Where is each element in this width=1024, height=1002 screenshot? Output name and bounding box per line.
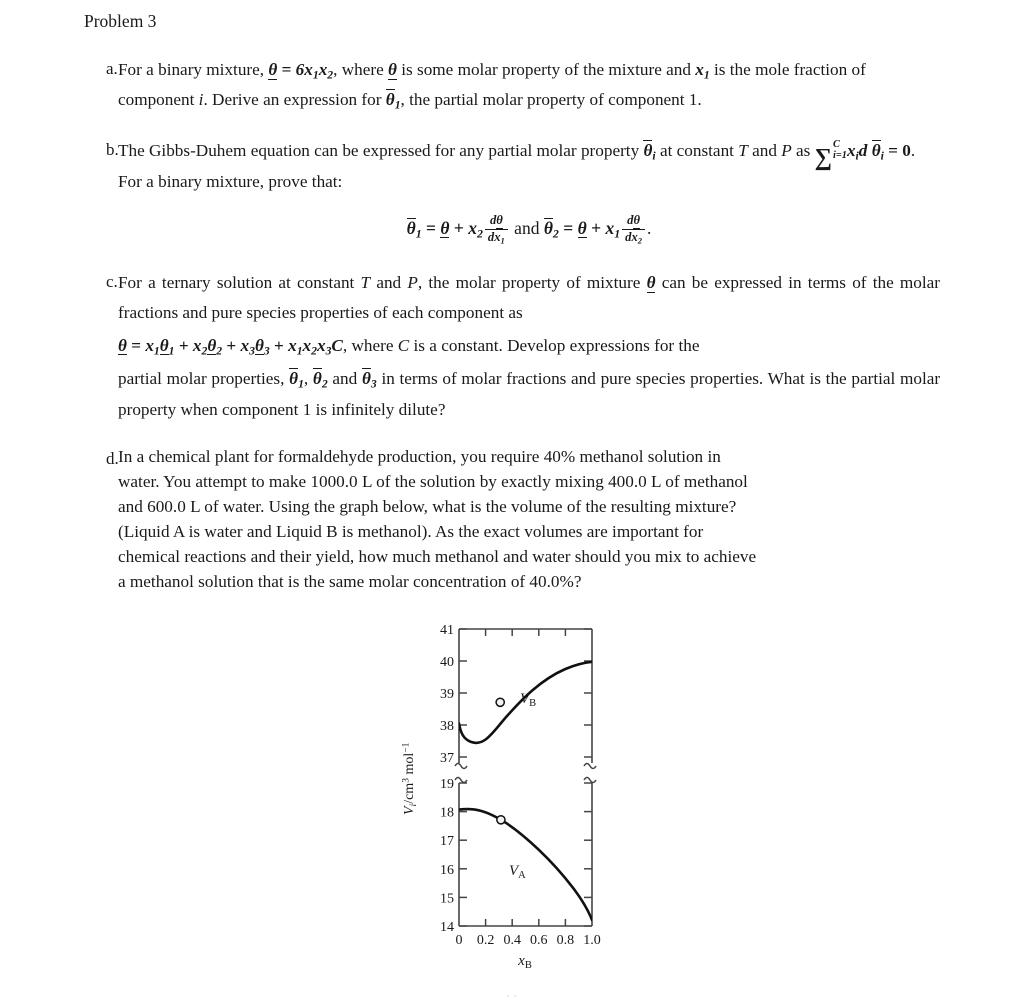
chart-upper-panel [440,623,596,769]
problem-c-text-5: in terms of the molar fractions and pure species properties of each component as [118,273,941,322]
partial-molar-volume-chart [397,615,627,972]
problem-item-d [84,445,940,595]
upper-right-axis-break-icon [584,764,596,769]
xtick-0-2: 0.2 [476,933,495,949]
lower-ytick-17: 17 [440,834,454,850]
c-theta-bar-2-sub: 2 [321,377,328,391]
problem-body-d [118,445,940,595]
eq-frac-num-theta-2: θ [633,213,640,228]
problem-d-line-2: water. You attempt to make 1000.0 L of the solution by exactly mixing 400.0 L of methanol [118,472,748,492]
c-expr-plus-3: + [274,335,284,355]
P-symbol: P [781,140,792,160]
eq-x-glyph-2: x [605,218,615,239]
c-theta-bar-2 [312,368,328,391]
y-axis-label [402,742,420,815]
problem-body-a [118,55,940,116]
svg-text:Vi/cm3 mol−1: $V_i/cm^3$ mol$^{-1}$ [401,742,419,816]
coefficient-six: 6 [295,59,305,79]
x-subscript-1: 1 [703,68,710,82]
equals-sign: = [281,59,292,79]
xtick-0: 0 [455,933,463,949]
subscript-2: 2 [327,68,334,82]
eq-conjunction: and [514,218,540,239]
va-data-point-marker [497,816,505,824]
x-tick-labels [456,933,601,948]
chart-lower-panel [440,777,601,971]
c-constant-C: C [397,335,410,355]
c-expr-xc: x [316,335,326,355]
problem-b-text-3: and [752,140,777,160]
c-expr-x1-sub: 1 [153,343,160,357]
problem-marker-b: b. [106,139,119,159]
upper-ytick-37: 37 [440,751,454,767]
sum-theta-overbar: θ [871,140,881,160]
lower-y-tick-labels [440,777,454,935]
eq-x2-1 [468,218,483,241]
problem-a-text-6: . Derive an expression for [203,90,382,110]
problem-a-paragraph [118,55,940,116]
c-expr-theta2-sub: 2 [216,343,223,357]
problem-c-text-4: can be expressed [661,273,782,293]
theta-bar-subscript-1: 1 [394,98,401,112]
eq-x-glyph-1: x [468,218,477,239]
subscript-1: 1 [312,68,319,82]
eq-plus-1: + [453,218,464,239]
problem-body-c [118,268,940,425]
upper-ytick-39: 39 [440,687,454,703]
problem-b-text-5: . For a binary mixture, prove that: [118,140,916,191]
eq-x1-2 [605,218,621,241]
va-curve [459,809,592,920]
theta-bar-subscript-i: i [652,149,656,163]
problem-c-text-9: , [303,368,309,388]
c-expr-x3: x [240,335,250,355]
problem-d-line-5: chemical reactions and their yield, how much methanol and water should you mix to achieve [118,547,757,567]
eq-frac-den-sub-2: 2 [637,235,643,246]
upper-ytick-40: 40 [440,655,454,671]
c-expr-theta3-sub: 3 [263,343,270,357]
theta-overbar-glyph: θ [385,90,395,110]
c-expr-x2: x [192,335,202,355]
x-one-symbol [695,59,710,82]
problem-c-text-3: , the molar property of mixture [417,273,641,293]
page-title: Problem 3 [84,11,157,31]
problem-c-text-7: is a constant. Develop expressions for the [413,335,700,355]
i-symbol: i [198,90,204,110]
eq-frac-den-1 [485,229,508,244]
sum-x-glyph: x [846,140,856,160]
sum-x-subscript: i [855,149,859,163]
x-symbol-2: x [318,59,328,79]
equation-lhs-theta1 [406,218,422,241]
lower-ytick-15: 15 [440,891,454,907]
page-bottom-cropped-artifact [0,986,1024,1001]
lower-ytick-19: 19 [440,777,454,793]
upper-y-tick-labels [440,623,454,766]
c-expr-xb: x [302,335,312,355]
eq-frac-num-d-2: d [627,213,634,228]
va-curve-group [459,809,592,920]
problem-a-text-1: For a binary mixture, [118,59,265,79]
sum-equals: = [888,140,898,160]
x-symbol: x [304,59,313,79]
problem-a-text-4: is [714,59,726,79]
problem-c-text-12: properties. What is the partial molar property when component 1 is infinitely dilute? [118,368,941,420]
summation-icon: ∑ [814,144,833,172]
c-expr-theta1: θ [159,335,169,355]
c-expr-theta-lhs: θ [118,335,127,355]
x-glyph: x [695,59,704,79]
c-expr-theta1-sub: 1 [168,343,175,357]
c-expr-theta3: θ [254,335,264,355]
gibbs-duhem-sum [814,139,911,172]
lower-left-ticks [459,783,467,926]
lower-ytick-14: 14 [440,920,454,936]
theta-overbar-glyph-i: θ [643,140,653,160]
problem-a-formula [268,59,334,82]
c-expr-x3-sub: 3 [249,343,255,357]
problem-body-b [118,136,940,248]
eq-fraction-1 [485,213,508,244]
problem-c-paragraph-1 [118,268,940,327]
problem-c-paragraph-2 [118,330,940,361]
c-theta-bar-3-glyph: θ [361,368,371,388]
eq-x-sub-1: 2 [476,226,483,241]
upper-right-ticks [584,629,592,757]
differential-d: d [858,140,868,160]
eq-theta2-overbar: θ [543,218,553,239]
xtick-0-6: 0.6 [530,933,548,949]
problem-item-b [84,136,940,248]
eq-plus-2: + [591,218,602,239]
xtick-0-8: 0.8 [556,933,575,949]
problem-marker-a: a. [106,58,118,78]
lower-ytick-18: 18 [440,805,454,821]
vb-data-point-marker [496,698,504,706]
c-expr-xa: x [288,335,297,355]
xtick-0-4: 0.4 [503,933,521,949]
eq-theta1-sub: 1 [415,226,422,241]
problem-c-text-6: , where [342,335,394,355]
problem-c-text-10: and [332,368,358,388]
lower-left-axis-break-icon [455,778,467,783]
c-theta-bar-3-sub: 3 [370,377,377,391]
eq-x-sub-2: 1 [614,226,621,241]
eq-frac-num-1 [485,213,508,229]
upper-left-axis-break-icon [455,764,467,769]
c-expr-xa-sub: 1 [296,343,303,357]
upper-ytick-38: 38 [440,719,454,735]
problem-item-c [84,268,940,425]
theta-underbar: θ [268,59,278,79]
problem-c-text-8: partial molar properties, [118,368,285,388]
problem-d-line-4: (Liquid A is water and Liquid B is methanol). As the exact volumes are important for [118,522,704,542]
eq-period: . [647,218,652,239]
eq-frac-den-2 [622,229,645,244]
eq-theta-underbar-1: θ [440,218,450,239]
upper-ytick-41: 41 [440,623,454,639]
c-ternary-expression [118,336,343,355]
problem-c-text-11: in terms of molar fractions and pure species [381,368,686,388]
T-symbol: T [738,140,748,160]
theta-underbar-2: θ [388,59,397,79]
eq-frac-den-dx-1: dx [487,229,501,244]
c-expr-theta2: θ [207,335,217,355]
vb-series-label: $V_B$ [520,691,537,710]
c-expr-xb-sub: 2 [311,343,317,357]
eq-theta-underbar-2: θ [577,218,587,239]
eq-frac-num-2 [622,213,645,229]
c-expr-x2-sub: 2 [201,343,208,357]
theta-bar-1 [385,90,401,112]
problem-a-text-2: where [341,59,384,79]
eq-theta1-overbar: θ [406,218,416,239]
lower-bottom-ticks [486,919,566,926]
c-expr-plus-1: + [178,335,189,355]
theta-bar-i [643,140,656,163]
problem-c-text-2: and [376,273,402,293]
chart-svg [397,615,627,972]
lower-ytick-16: 16 [440,862,454,878]
summation-limits [833,140,847,161]
c-expr-equals: = [131,335,142,355]
problem-a-text-7: , the partial molar property of [400,90,604,110]
va-series-label: $V_A$ [509,863,526,882]
c-T-symbol: T [360,273,371,293]
sum-theta-subscript: i [880,149,884,163]
x-axis-title: $x_B$ [518,953,532,972]
xtick-1-0: 1.0 [583,933,601,949]
problem-d-line-6: a methanol solution that is the same molar concentration of 40.0%? [118,572,582,592]
eq-frac-num-d-1: d [489,213,497,228]
c-P-symbol: P [407,273,418,293]
upper-top-ticks [486,629,566,636]
cropped-glyph: . . [506,986,518,1001]
problem-b-paragraph [118,136,940,197]
summation-lower-limit: i=1 [833,149,847,161]
eq-equals-2: = [563,218,574,239]
problem-a-text-5: the mole fraction of component [118,59,866,110]
eq-equals-1: = [426,218,437,239]
c-theta-underbar: θ [646,273,656,293]
problem-d-line-1: In a chemical plant for formaldehyde production, you require 40% methanol solution in [118,447,721,467]
problem-marker-d: d. [106,449,119,469]
problem-d-line-3: and 600.0 L of water. Using the graph below, what is the volume of the resulting mixture? [118,497,737,517]
lower-right-axis-break-icon [584,778,596,783]
figure-container [84,615,940,972]
c-theta-bar-1 [289,368,304,391]
c-expr-x1: x [145,335,154,355]
c-theta-bar-1-glyph: θ [289,368,299,388]
problem-list [84,55,940,595]
problem-marker-c: c. [106,272,118,292]
summation-upper-limit: C [833,139,840,151]
problem-b-text-1: The Gibbs-Duhem equation can be expressed for any partial molar property [118,140,640,160]
problem-a-text-8: component 1. [608,90,702,110]
c-expr-xc-sub: 3 [325,343,332,357]
eq-frac-den-sub-1: 1 [500,235,505,246]
eq-fraction-2 [622,213,645,244]
problem-item-a [84,55,940,116]
problem-b-text-2: at constant [659,140,734,160]
problem-a-text-3: is some molar property of the mixture and [401,59,691,79]
eq-frac-den-dx-2: dx [625,229,638,244]
c-theta-bar-2-glyph: θ [312,368,322,388]
equation-lhs-theta2 [543,218,559,241]
sum-zero: 0 [902,140,911,160]
c-theta-bar-3 [361,368,377,391]
c-expr-C: C [331,335,343,355]
problem-c-text-1: For a ternary solution at constant [118,273,355,293]
comma-1: , [333,59,338,79]
eq-frac-num-theta-1: θ [496,213,503,228]
eq-theta2-sub: 2 [552,226,559,241]
c-expr-plus-2: + [226,335,237,355]
problem-c-paragraph-3 [118,363,940,426]
problem-b-text-4: as [796,140,811,160]
c-theta-bar-1-sub: 1 [298,377,304,391]
problem-b-displayed-equation [118,213,940,244]
